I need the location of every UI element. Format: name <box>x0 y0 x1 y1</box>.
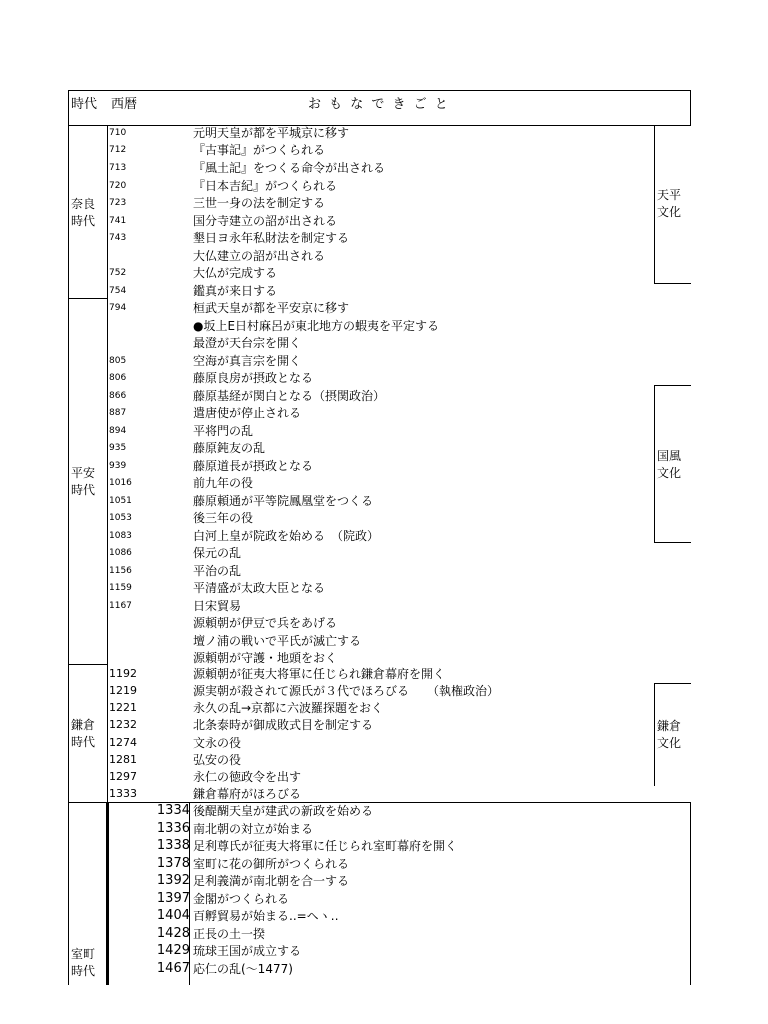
event-text: 藤原頼通が平等院鳳凰堂をつくる <box>193 494 374 508</box>
event-year: 1219 <box>109 684 137 697</box>
event-year: 1086 <box>109 548 132 558</box>
event-text: 藤原道長が摂政となる <box>193 459 314 473</box>
event-text: 後醍醐天皇が建武の新政を始める <box>193 804 374 818</box>
event-text: 金閣がつくられる <box>193 892 290 906</box>
event-year: 1167 <box>109 601 132 611</box>
event-year: 1016 <box>109 478 132 488</box>
event-text: 室町に花の御所がつくられる <box>193 857 350 871</box>
header-era-label: 時代 <box>71 97 98 112</box>
era-divider <box>107 126 108 802</box>
event-year: 1232 <box>109 718 137 731</box>
event-year: 754 <box>109 286 127 296</box>
era-muromachi: 室町 時代 <box>71 947 96 978</box>
event-year: 1156 <box>109 566 132 576</box>
event-text: 空海が真言宗を開く <box>193 354 302 368</box>
event-text: 足利尊氏が征夷大将軍に任じられ室町幕府を開く <box>193 839 458 853</box>
kamakura-culture-bracket-line <box>654 683 655 786</box>
header-right-border <box>690 90 691 126</box>
kamakura-culture-bracket-top <box>654 683 691 684</box>
kokufu-bracket-line <box>654 385 655 543</box>
culture-tenpyo: 天平 文化 <box>657 188 682 219</box>
event-text: 国分寺建立の詔が出される <box>193 214 338 228</box>
event-text: 源頼朝が伊豆で兵をあげる <box>193 616 338 630</box>
era-nara: 奈良 時代 <box>71 197 96 228</box>
event-year: 805 <box>109 356 127 366</box>
header-year-label: 西暦 <box>111 97 138 112</box>
tenpyo-bracket-bottom <box>654 283 691 284</box>
event-year: 720 <box>109 181 127 191</box>
event-text: 大仏が完成する <box>193 266 278 280</box>
event-text: 永仁の徳政令を出す <box>193 770 302 784</box>
kokufu-bracket-bottom <box>654 542 691 543</box>
event-year: 741 <box>109 216 127 226</box>
event-year: 752 <box>109 268 127 278</box>
event-text: 最澄が天台宗を開く <box>193 336 302 350</box>
event-year: 1274 <box>109 736 137 749</box>
event-text: 三世一身の法を制定する <box>193 196 326 210</box>
event-text: 『古事記』がつくられる <box>193 143 326 157</box>
event-text: 『日本吉紀』がつくられる <box>193 179 338 193</box>
culture-kamakura: 鎌倉 文化 <box>657 719 682 750</box>
event-text: 元明天皇が都を平城京に移す <box>193 126 350 140</box>
event-text: 藤原鈍友の乱 <box>193 441 266 455</box>
event-year: 1404 <box>156 908 190 923</box>
event-text: 源実朝が殺されて源氏が３代でほろびる （執権政治） <box>193 684 500 698</box>
era-kamakura: 鎌倉 時代 <box>71 718 96 749</box>
event-text: 前九年の役 <box>193 476 254 490</box>
event-year: 1083 <box>109 531 132 541</box>
event-text: 日宋貿易 <box>193 599 242 613</box>
event-year: 1159 <box>109 583 132 593</box>
event-text: 鎌倉幕府がほろびる <box>193 787 302 801</box>
event-year: 1336 <box>156 821 190 836</box>
culture-kokufu: 国風 文化 <box>657 449 682 480</box>
event-text: 藤原基経が関白となる（摂関政治） <box>193 389 386 403</box>
event-year: 794 <box>109 303 127 313</box>
event-text: 百孵貿易が始まる..=ヘヽ‥ <box>193 909 339 923</box>
event-year: 1467 <box>156 961 190 976</box>
event-year: 935 <box>109 443 127 453</box>
event-year: 1334 <box>156 803 190 818</box>
event-text: 源頼朝が守護・地頭をおく <box>193 651 338 665</box>
event-year: 1297 <box>109 770 137 783</box>
event-year: 806 <box>109 373 127 383</box>
event-text: 墾日ヨ永年私財法を制定する <box>193 231 350 245</box>
event-text: ●坂上E日村麻呂が東北地方の蝦夷を平定する <box>193 319 440 333</box>
event-text: 応仁の乱(〜1477) <box>193 962 293 976</box>
event-text: 後三年の役 <box>193 511 254 525</box>
event-text: 大仏建立の詔が出される <box>193 249 326 263</box>
nara-heian-separator <box>68 298 108 299</box>
event-text: 白河上皇が院政を始める （院政） <box>193 529 380 543</box>
event-text: 永久の乱→京都に六波羅探題をおく <box>193 701 384 715</box>
event-year: 713 <box>109 163 127 173</box>
event-year: 723 <box>109 198 127 208</box>
event-text: 鑑真が来日する <box>193 284 278 298</box>
muromachi-right-border <box>690 802 691 985</box>
event-text: 藤原良房が摂政となる <box>193 371 314 385</box>
event-text: 足利義満が南北朝を合一する <box>193 874 350 888</box>
event-text: 文永の役 <box>193 736 242 750</box>
event-year: 1192 <box>109 667 137 680</box>
header-top-border <box>68 90 691 91</box>
event-year: 1221 <box>109 701 137 714</box>
event-year: 939 <box>109 461 127 471</box>
left-border <box>68 90 69 985</box>
event-text: 平清盛が太政大臣となる <box>193 581 326 595</box>
event-year: 1378 <box>156 856 190 871</box>
event-text: 壇ノ浦の戦いで平氏が滅亡する <box>193 634 362 648</box>
event-year: 1333 <box>109 787 137 800</box>
event-text: 保元の乱 <box>193 546 242 560</box>
event-year: 743 <box>109 233 127 243</box>
event-year: 1051 <box>109 496 132 506</box>
era-heian: 平安 時代 <box>71 466 96 497</box>
event-text: 平治の乱 <box>193 564 242 578</box>
header-events-label: お も な で き ご と <box>308 97 450 112</box>
event-text: 琉球王国が成立する <box>193 944 302 958</box>
kokufu-bracket-top <box>654 385 691 386</box>
event-year: 887 <box>109 408 127 418</box>
event-text: 『風土記』をつくる命令が出される <box>193 161 386 175</box>
event-year: 1053 <box>109 513 132 523</box>
event-text: 遣唐使が停止される <box>193 406 302 420</box>
event-year: 1428 <box>156 926 190 941</box>
event-text: 桓武天皇が都を平安京に移す <box>193 301 350 315</box>
event-text: 北条泰時が御成敗式目を制定する <box>193 718 374 732</box>
event-year: 1392 <box>156 873 190 888</box>
event-year: 866 <box>109 391 127 401</box>
event-text: 正長の土一揆 <box>193 927 266 941</box>
event-text: 源頼朝が征夷大将軍に任じられ鎌倉幕府を開く <box>193 667 446 681</box>
event-year: 1397 <box>156 891 190 906</box>
event-year: 1429 <box>156 943 190 958</box>
event-text: 平将門の乱 <box>193 424 254 438</box>
event-year: 1338 <box>156 838 190 853</box>
event-year: 712 <box>109 145 127 155</box>
event-year: 1281 <box>109 753 137 766</box>
header-bottom-border <box>68 125 691 126</box>
muromachi-era-divider <box>106 802 109 985</box>
event-year: 710 <box>109 128 127 138</box>
heian-kamakura-separator <box>68 664 108 665</box>
tenpyo-bracket-line <box>654 126 655 284</box>
event-year: 894 <box>109 426 127 436</box>
event-text: 南北朝の対立が始まる <box>193 822 314 836</box>
event-text: 弘安の役 <box>193 753 242 767</box>
